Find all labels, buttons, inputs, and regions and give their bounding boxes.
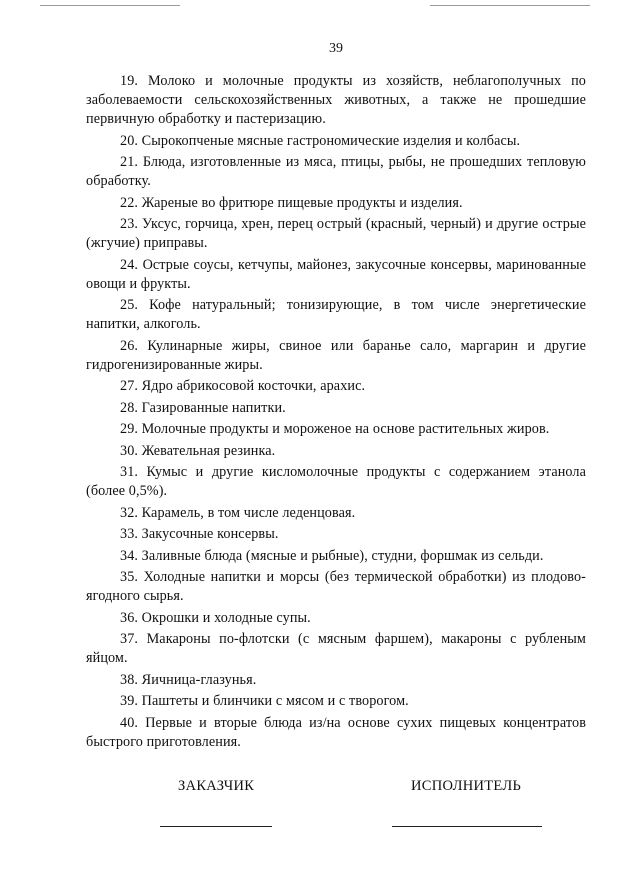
- list-item: 38. Яичница-глазунья.: [120, 671, 257, 688]
- list-item: 22. Жареные во фритюре пищевые продукты и изделия.: [120, 194, 463, 211]
- contractor-signature-line: [392, 826, 542, 827]
- list-item: 32. Карамель, в том числе леденцовая.: [120, 504, 356, 521]
- list-item: 23. Уксус, горчица, хрен, перец острый (красный, черный) и другие острые (жгучие) приправы.: [86, 216, 586, 251]
- customer-label: ЗАКАЗЧИК: [178, 778, 255, 794]
- prohibited-products-list: [86, 72, 586, 754]
- list-item: 34. Заливные блюда (мясные и рыбные), студни, форшмак из сельди.: [120, 547, 544, 564]
- customer-signature-line: [160, 826, 272, 827]
- list-item: 28. Газированные напитки.: [120, 399, 286, 416]
- list-item: 24. Острые соусы, кетчупы, майонез, закусочные консервы, маринованные овощи и фрукты.: [86, 256, 586, 292]
- contractor-label: ИСПОЛНИТЕЛЬ: [411, 778, 522, 794]
- scan-edge-line: [40, 5, 180, 6]
- list-item: 19. Молоко и молочные продукты из хозяйств, неблагополучных по заболеваемости сельскохозяйственных животных, а также не прошедшие первичную обработку и пастеризацию.: [86, 73, 586, 127]
- page-number: 39: [329, 41, 343, 56]
- list-item: 35. Холодные напитки и морсы (без термической обработки) из плодово-ягодного сырья.: [86, 569, 586, 604]
- list-item: 29. Молочные продукты и мороженое на основе растительных жиров.: [120, 421, 550, 437]
- list-item: 25. Кофе натуральный; тонизирующие, в том числе энергетические напитки, алкоголь.: [86, 297, 586, 332]
- list-item: 37. Макароны по-флотски (с мясным фаршем), макароны с рубленым яйцом.: [86, 631, 586, 666]
- list-item: 39. Паштеты и блинчики с мясом и с творогом.: [120, 693, 409, 709]
- list-item: 33. Закусочные консервы.: [120, 526, 279, 542]
- list-item: 30. Жевательная резинка.: [120, 442, 276, 459]
- list-item: 40. Первые и вторые блюда из/на основе сухих пищевых концентратов быстрого приготовления.: [86, 714, 586, 750]
- list-item: 21. Блюда, изготовленные из мяса, птицы, рыбы, не прошедших тепловую обработку.: [86, 154, 586, 189]
- list-item: 26. Кулинарные жиры, свиное или баранье сало, маргарин и другие гидрогенизированные жиры.: [86, 337, 586, 373]
- list-item: 31. Кумыс и другие кисломолочные продукты с содержанием этанола (более 0,5%).: [86, 464, 586, 499]
- list-item: 36. Окрошки и холодные супы.: [120, 609, 311, 626]
- list-item: 20. Сырокопченые мясные гастрономические изделия и колбасы.: [120, 132, 521, 149]
- list-item: 27. Ядро абрикосовой косточки, арахис.: [120, 378, 366, 394]
- scan-edge-line: [430, 5, 590, 6]
